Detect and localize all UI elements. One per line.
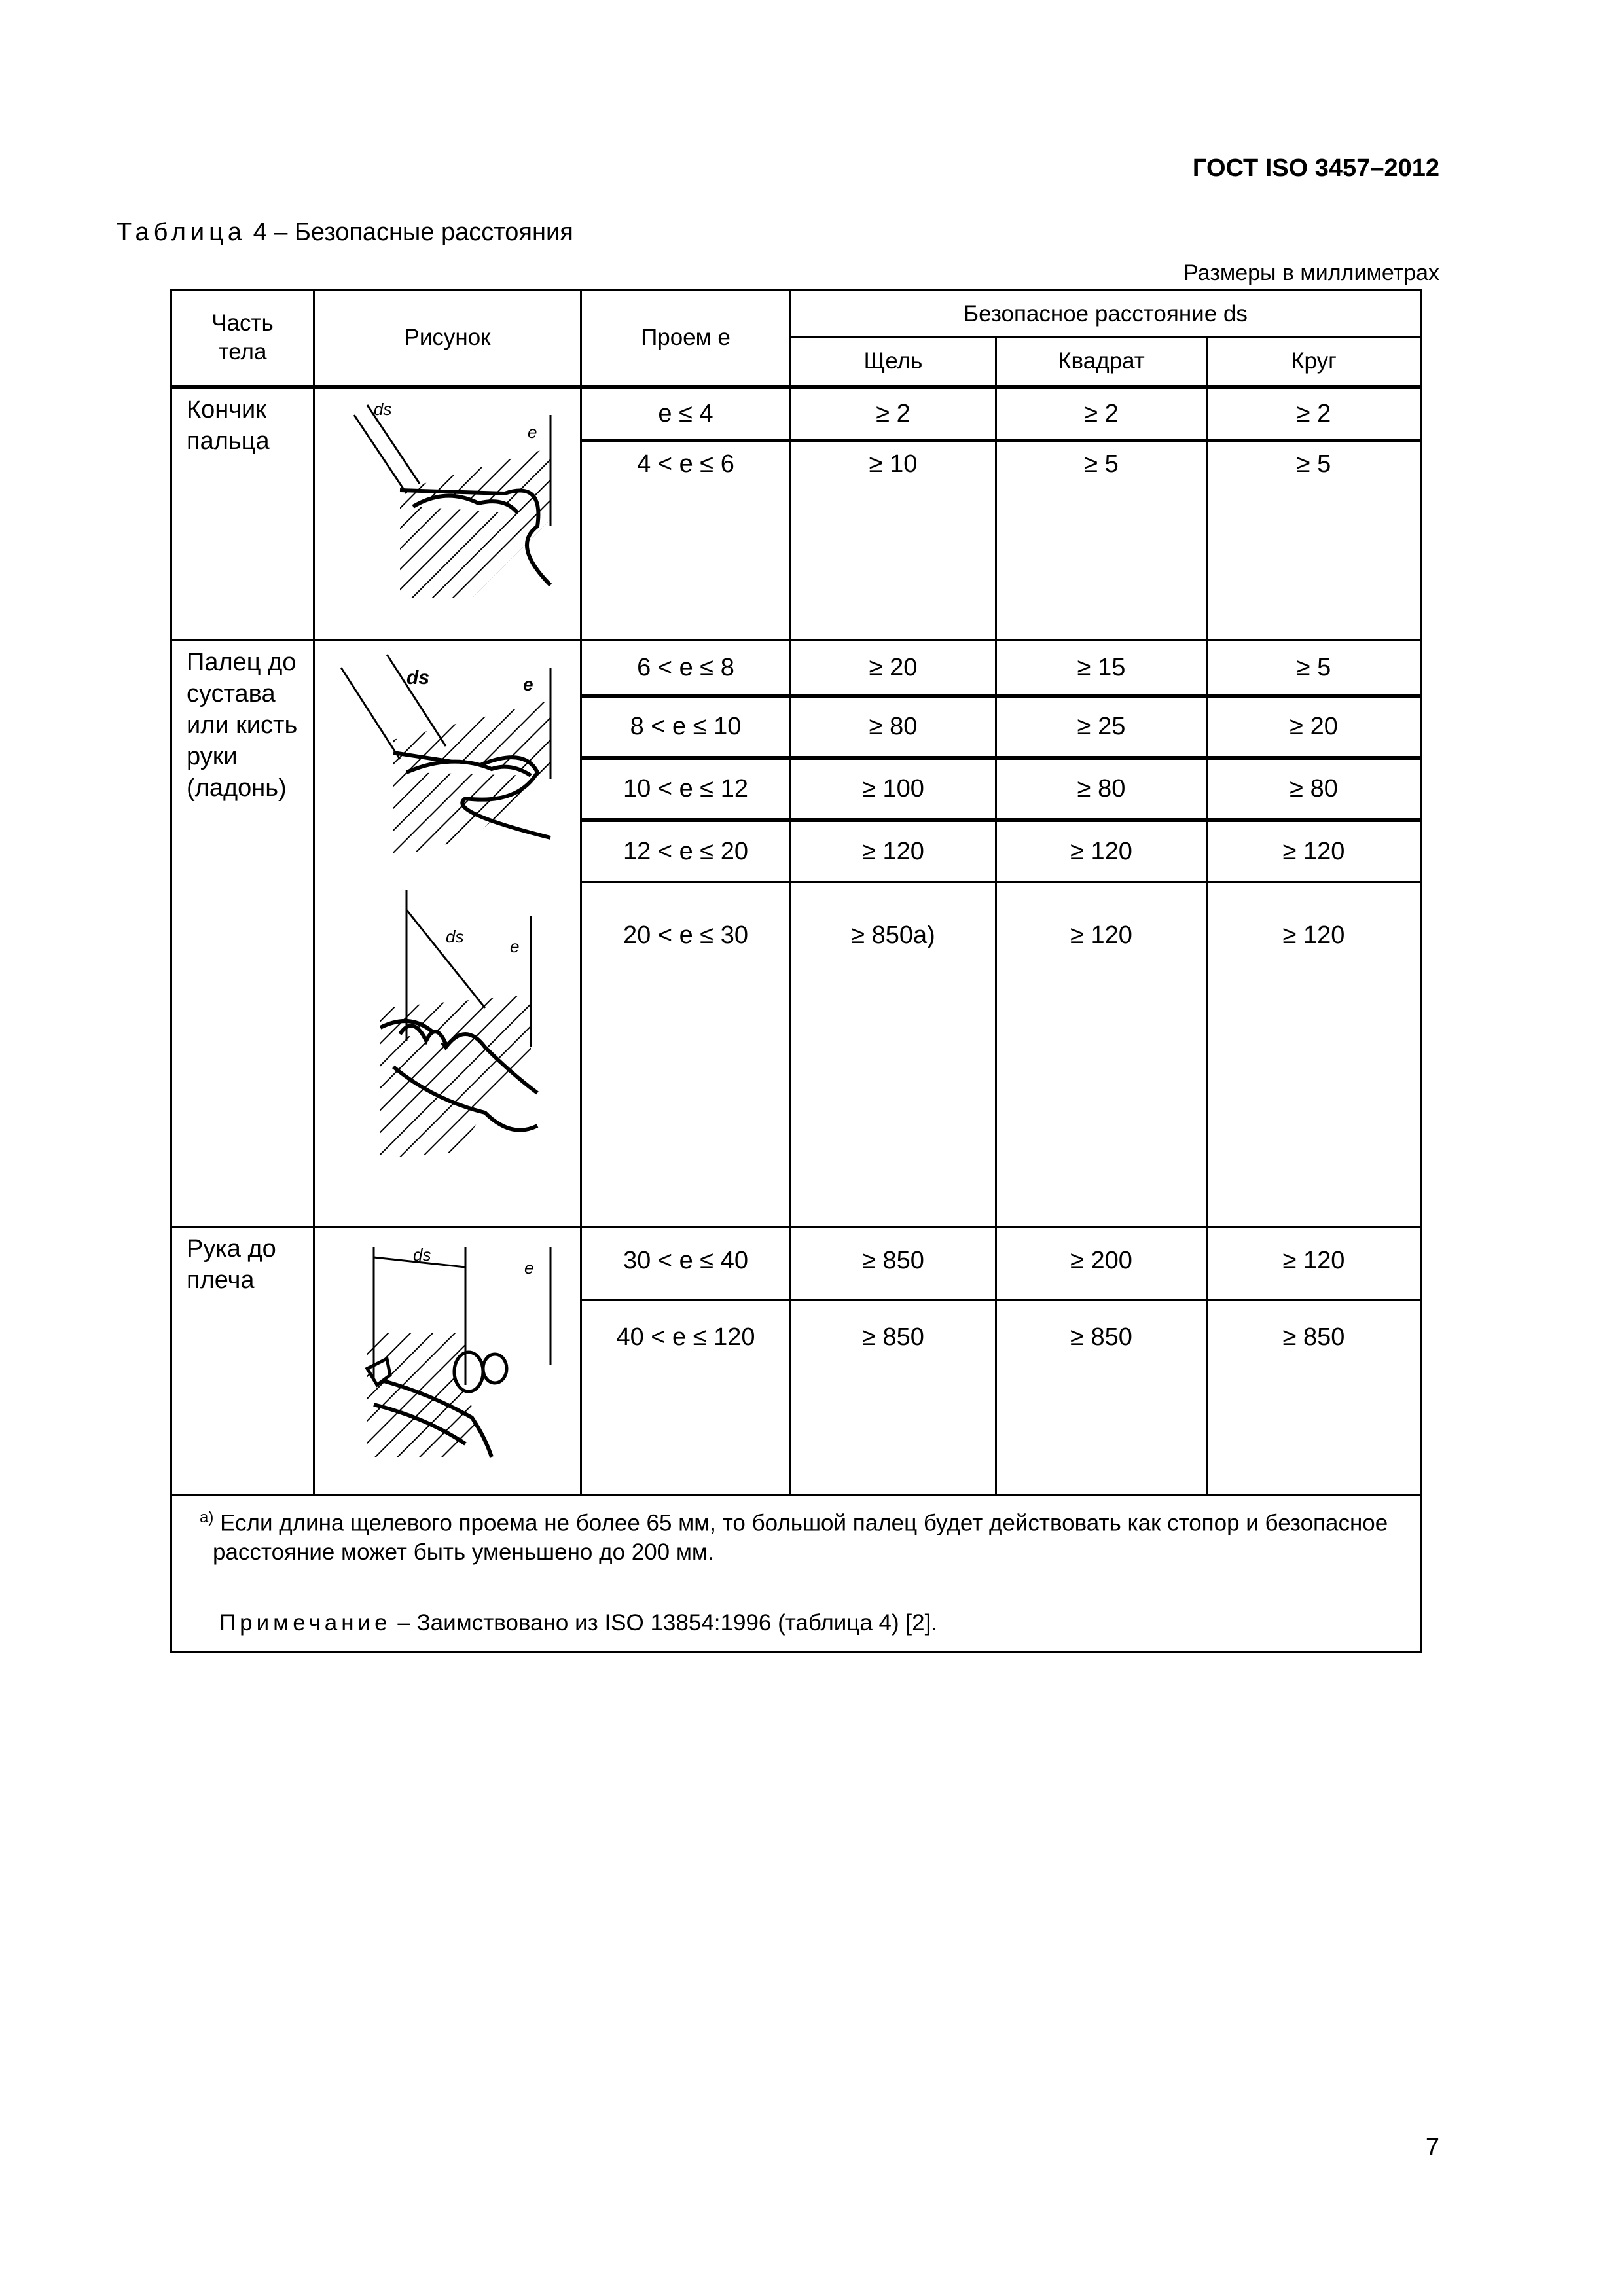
figure-label-e: e	[510, 937, 520, 956]
opening-cell: 40 < e ≤ 120	[581, 1300, 791, 1495]
round-cell: ≥ 5	[1207, 440, 1421, 641]
square-cell: ≥ 2	[996, 387, 1207, 440]
square-cell: ≥ 850	[996, 1300, 1207, 1495]
figure-label-ds: ds	[374, 399, 392, 419]
header-round: Круг	[1207, 338, 1421, 387]
table-row	[171, 1227, 1421, 1300]
round-cell: ≥ 120	[1207, 820, 1421, 882]
opening-cell: 4 < e ≤ 6	[581, 440, 791, 641]
round-cell: ≥ 20	[1207, 696, 1421, 758]
slot-cell: ≥ 20	[791, 641, 996, 696]
table-caption	[117, 219, 573, 247]
square-cell: ≥ 5	[996, 440, 1207, 641]
table-row	[171, 387, 1421, 440]
page-number: 7	[1425, 2134, 1439, 2161]
footnote-marker: a)	[200, 1509, 214, 1526]
slot-cell: ≥ 850	[791, 1300, 996, 1495]
square-cell: ≥ 15	[996, 641, 1207, 696]
square-cell: ≥ 120	[996, 820, 1207, 882]
figure-arm	[314, 1227, 581, 1495]
finger-hand-diagram	[315, 641, 578, 1204]
round-cell: ≥ 120	[1207, 1227, 1421, 1300]
figure-fingertip	[314, 387, 581, 641]
caption-number: 4	[253, 219, 267, 246]
header-body-part: Часть тела	[171, 291, 314, 387]
figure-label-ds: ds	[406, 667, 430, 689]
square-cell: ≥ 120	[996, 882, 1207, 1227]
figure-label-e: e	[523, 674, 533, 694]
header-square: Квадрат	[996, 338, 1207, 387]
body-part-fingertip: Кончик пальца	[171, 387, 314, 641]
slot-cell: ≥ 850	[791, 1227, 996, 1300]
footnote	[187, 1503, 1405, 1567]
opening-cell: 10 < e ≤ 12	[581, 758, 791, 820]
slot-cell: ≥ 2	[791, 387, 996, 440]
fingertip-diagram	[315, 389, 578, 637]
opening-cell: 12 < e ≤ 20	[581, 820, 791, 882]
caption-title: – Безопасные расстояния	[274, 219, 573, 246]
slot-cell: ≥ 100	[791, 758, 996, 820]
round-cell: ≥ 5	[1207, 641, 1421, 696]
opening-cell: 20 < e ≤ 30	[581, 882, 791, 1227]
opening-cell: e ≤ 4	[581, 387, 791, 440]
footnote-text: Если длина щелевого проема не более 65 мм, то большой палец будет действовать как стопор и безопасное расстояние может быть уменьшено до 200 мм.	[213, 1510, 1388, 1565]
round-cell: ≥ 850	[1207, 1300, 1421, 1495]
figure-label-ds: ds	[413, 1245, 431, 1265]
header-figure: Рисунок	[314, 291, 581, 387]
opening-cell: 8 < e ≤ 10	[581, 696, 791, 758]
figure-label-e: e	[528, 422, 537, 442]
square-cell: ≥ 200	[996, 1227, 1207, 1300]
table-row	[171, 641, 1421, 696]
slot-cell: ≥ 80	[791, 696, 996, 758]
footnote-cell	[171, 1495, 1421, 1652]
slot-cell: ≥ 120	[791, 820, 996, 882]
note-text: – Заимствовано из ISO 13854:1996 (таблица 4) [2].	[397, 1609, 938, 1636]
arm-diagram	[315, 1228, 578, 1490]
round-cell: ≥ 2	[1207, 387, 1421, 440]
slot-cell: ≥ 850a)	[791, 882, 996, 1227]
figure-label-ds: ds	[446, 927, 464, 946]
units-note: Размеры в миллиметрах	[1183, 260, 1439, 285]
body-part-arm: Рука до плеча	[171, 1227, 314, 1495]
header-opening-text: Проем e	[641, 325, 731, 351]
round-cell: ≥ 80	[1207, 758, 1421, 820]
note	[187, 1609, 1405, 1638]
round-cell: ≥ 120	[1207, 882, 1421, 1227]
footnote-row	[171, 1495, 1421, 1652]
safety-distance-table	[170, 289, 1422, 1653]
body-part-finger-hand: Палец до сустава или кисть руки (ладонь)	[171, 641, 314, 1227]
header-safety-distance: Безопасное расстояние ds	[791, 291, 1421, 338]
header-slot: Щель	[791, 338, 996, 387]
note-label: Примечание	[219, 1609, 391, 1636]
header-opening	[581, 291, 791, 387]
caption-label: Таблица	[117, 219, 246, 246]
square-cell: ≥ 80	[996, 758, 1207, 820]
opening-cell: 6 < e ≤ 8	[581, 641, 791, 696]
figure-label-e: e	[524, 1258, 534, 1278]
slot-cell: ≥ 10	[791, 440, 996, 641]
opening-cell: 30 < e ≤ 40	[581, 1227, 791, 1300]
figure-finger-hand	[314, 641, 581, 1227]
document-code: ГОСТ ISO 3457–2012	[1192, 154, 1439, 182]
square-cell: ≥ 25	[996, 696, 1207, 758]
